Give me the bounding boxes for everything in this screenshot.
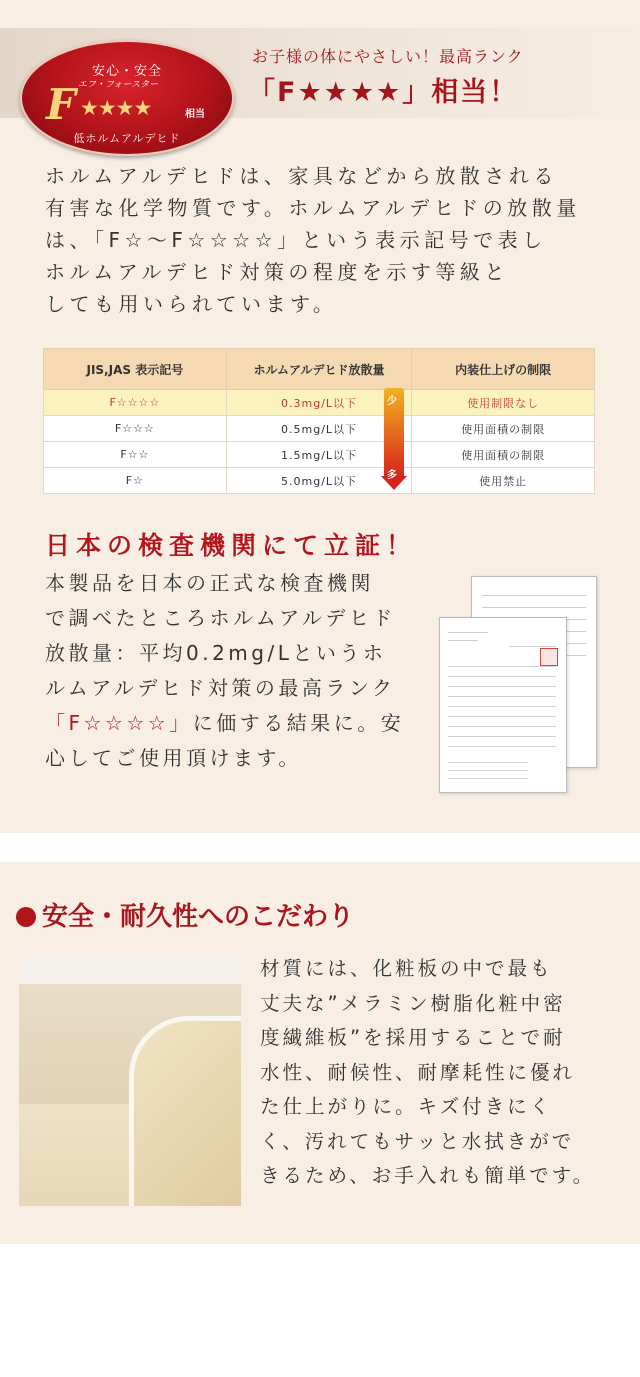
lab-line: 本製品を日本の正式な検査機関 <box>45 571 374 595</box>
table-row <box>44 442 595 468</box>
banner-title: 「F★★★★」相当！ <box>248 77 519 108</box>
material-line: た仕上がりに。キズ付きにく <box>260 1095 553 1118</box>
banner-subtitle: お子様の体にやさしい！最高ランク <box>252 47 524 66</box>
bullet-dot-icon <box>16 907 36 927</box>
table-cell: 1.5mg/L以下 <box>226 442 412 468</box>
material-paragraph <box>260 952 630 1194</box>
table-cell: 0.5mg/L以下 <box>226 416 412 442</box>
material-heading-text: 安全・耐久性へのこだわり <box>42 902 355 932</box>
table-cell: 0.3mg/L以下 <box>226 390 412 416</box>
lab-line: に価する結果に。安 <box>192 711 405 735</box>
lab-rank: 「F☆☆☆☆」 <box>45 711 193 735</box>
table-row <box>44 416 595 442</box>
material-line: 水性、耐候性、耐摩耗性に優れ <box>260 1060 576 1084</box>
lab-line: で調べたところホルムアルデヒド <box>45 606 396 630</box>
intro-line: は、「F☆〜F☆☆☆☆」という表示記号で表し <box>45 228 547 252</box>
table-cell: 使用面積の制限 <box>412 416 595 442</box>
table-cell: 使用面積の制限 <box>412 442 595 468</box>
table-header-row <box>44 349 595 390</box>
seal-bottom-text: 低ホルムアルデヒド <box>73 132 181 145</box>
formaldehyde-table <box>43 348 595 494</box>
emission-scale-arrow <box>381 388 407 492</box>
material-line: 度繊維板”を採用することで耐 <box>260 1026 566 1049</box>
table-cell: 使用禁止 <box>412 468 595 494</box>
intro-paragraph <box>45 160 605 320</box>
material-line: く、汚れてもサッと水拭きがで <box>260 1129 575 1153</box>
lab-line: 心してご使用頂けます。 <box>45 746 302 770</box>
seal-stars: ★★★★ <box>80 96 152 120</box>
lab-line: 放散量：平均0.2mg/Lというホ <box>45 641 387 665</box>
table-cell: F☆ <box>44 468 227 494</box>
arrow-high-label: 多 <box>387 470 397 481</box>
lab-line: ルムアルデヒド対策の最高ランク <box>45 676 396 700</box>
table-cell: F☆☆ <box>44 442 227 468</box>
seal-equiv: 相当 <box>185 109 205 120</box>
material-heading <box>16 896 354 933</box>
table-row <box>44 468 595 494</box>
lab-heading: 日本の検査機関にて立証！ <box>45 531 418 560</box>
intro-line: しても用いられています。 <box>45 292 338 316</box>
seal-top-text: 安心・安全 <box>91 64 162 79</box>
seal-letter: F <box>46 80 76 129</box>
table-cell: 使用制限なし <box>412 390 595 416</box>
arrow-low-label: 少 <box>387 396 397 407</box>
material-line: 材質には、化粧板の中で最も <box>260 957 553 980</box>
table-row <box>44 390 595 416</box>
intro-line: 有害な化学物質です。ホルムアルデヒドの放散量 <box>45 196 581 220</box>
seal-stamp-icon <box>540 648 558 666</box>
table-cell: F☆☆☆☆ <box>44 390 227 416</box>
lab-paragraph <box>45 566 440 776</box>
table-cell: 5.0mg/L以下 <box>226 468 412 494</box>
test-report-front <box>439 617 567 793</box>
rank-banner <box>0 28 640 145</box>
f-four-star-seal <box>20 40 234 156</box>
table-header: JIS,JAS 表示記号 <box>44 349 227 390</box>
material-line: 丈夫な”メラミン樹脂化粧中密 <box>260 991 566 1015</box>
table-header: ホルムアルデヒド放散量 <box>226 349 412 390</box>
table-header: 内装仕上げの制限 <box>412 349 595 390</box>
seal-kana: エフ・フォースター <box>78 80 159 90</box>
intro-line: ホルムアルデヒドは、家具などから放散される <box>45 164 558 188</box>
wood-panel-photo <box>19 956 241 1206</box>
table-cell: F☆☆☆ <box>44 416 227 442</box>
material-line: きるため、お手入れも簡単です。 <box>260 1164 596 1187</box>
intro-line: ホルムアルデヒド対策の程度を示す等級と <box>45 260 509 284</box>
